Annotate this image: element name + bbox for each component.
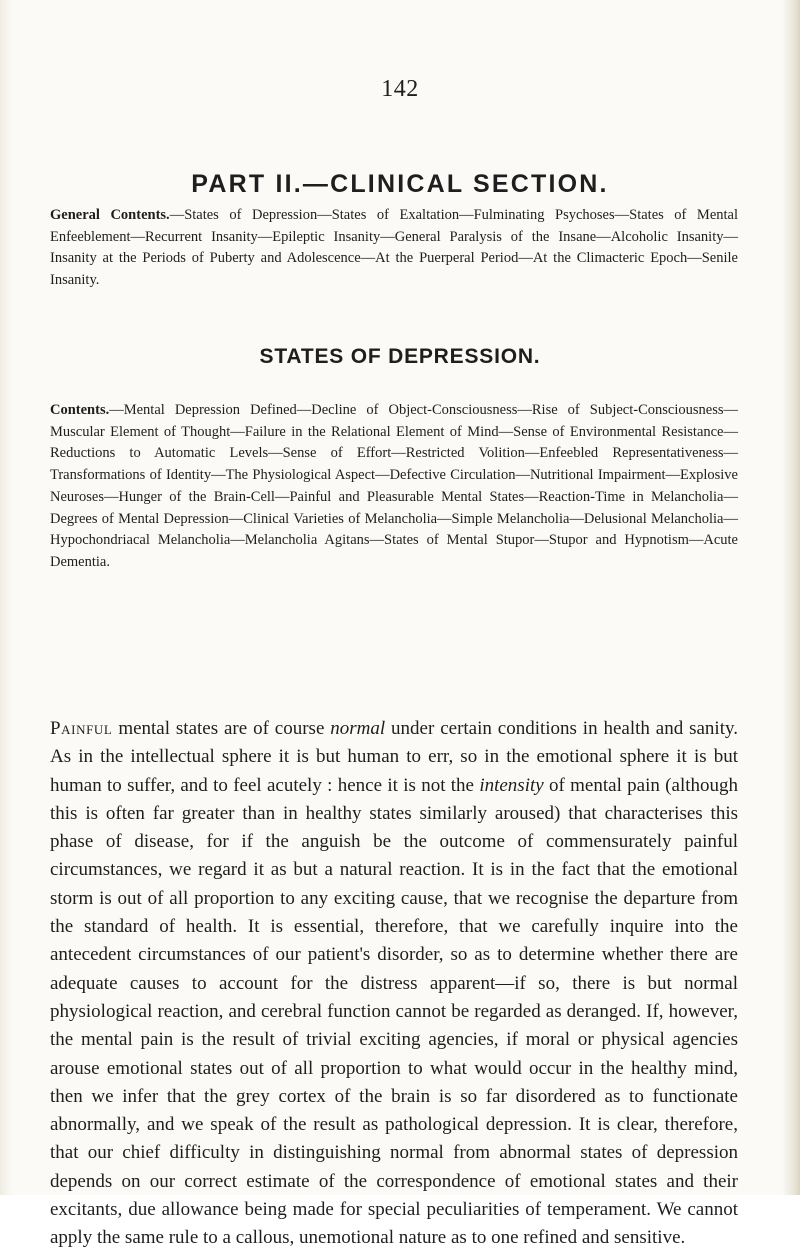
section-contents-text: —Mental Depression Defined—Decline of Object-Consciousness—Rise of Subject-Consciousness—Muscular Element of Thought—Failure in the Relational Element of Mind—Sense of Environmental Resistance—Reductions to Automatic Levels—Sense of Effort—Restricted Volition—Enfeebled Representativeness—Transformations of Identity—The Physiological Aspect—Defective Circulation—Nutritional Impairment—Explosive Neuroses—Hunger of the Brain-Cell—Painful and Pleasurable Mental States—Reaction-Time in Melancholia—Degrees of Mental Depression—Clinical Varieties of Melancholia—Simple Melancholia—Delusional Melancholia—Hypochondriacal Melancholia—Melancholia Agitans—States of Mental Stupor—Stupor and Hypnotism—Acute Dementia. [50, 402, 738, 570]
body-italic-normal: normal [330, 718, 386, 739]
body-paragraph [50, 715, 738, 1253]
section-contents-label: Contents. [50, 402, 110, 418]
part-title: PART II.—CLINICAL SECTION. [191, 170, 609, 198]
section-contents [50, 400, 738, 574]
body-text-3: of mental pain (although this is often far greater than in healthy states similarly aroused) that characterises this phase of disease, for if the anguish be the outcome of commensurately painful circumstances, we regard it as but a natural reaction. It is in the fact that the emotional storm is out of all proportion to any exciting cause, that we recognise the departure from the standard of health. It is essential, therefore, that we carefully inquire into the antecedent circumstances of our patient's disorder, so as to determine whether there are adequate causes to account for the distress apparent—if so, there is but normal physiological reaction, and cerebral function cannot be regarded as deranged. If, however, the mental pain is the result of trivial exciting agencies, if moral or physical agencies arouse emotional states out of all proportion to what would occur in the healthy mind, then we infer that the grey cortex of the brain is so far disordered as to functionate abnormally, and we speak of the result as pathological depression. It is clear, therefore, that our chief difficulty in distinguishing normal from abnormal states of depression depends on our correct estimate of the correspondence of emotional states and their excitants, due allowance being made for special peculiarities of temperament. We cannot apply the same rule to a callous, unemotional nature as to one refined and sensitive. [50, 774, 738, 1249]
general-contents-label: General Contents. [50, 207, 170, 223]
page-number: 142 [381, 76, 419, 102]
body-italic-intensity: intensity [479, 774, 544, 796]
body-text-2: under certain conditions in health and sanity. As in the intellectual sphere it is but human to err, so in the emotional sphere it is but human to suffer, and to feel acutely : hence it is not the [50, 718, 738, 796]
general-contents [50, 205, 738, 292]
body-text-1: mental states are of course [112, 718, 331, 739]
paragraph-lead-word: Painful [50, 718, 113, 739]
section-title: STATES OF DEPRESSION. [259, 345, 541, 368]
general-contents-text: —States of Depression—States of Exaltation—Fulminating Psychoses—States of Mental Enfeeblement—Recurrent Insanity—Epileptic Insanity—General Paralysis of the Insane—Alcoholic Insanity—Insanity at the Periods of Puberty and Adolescence—At the Puerperal Period—At the Climacteric Epoch—Senile Insanity. [50, 207, 738, 289]
